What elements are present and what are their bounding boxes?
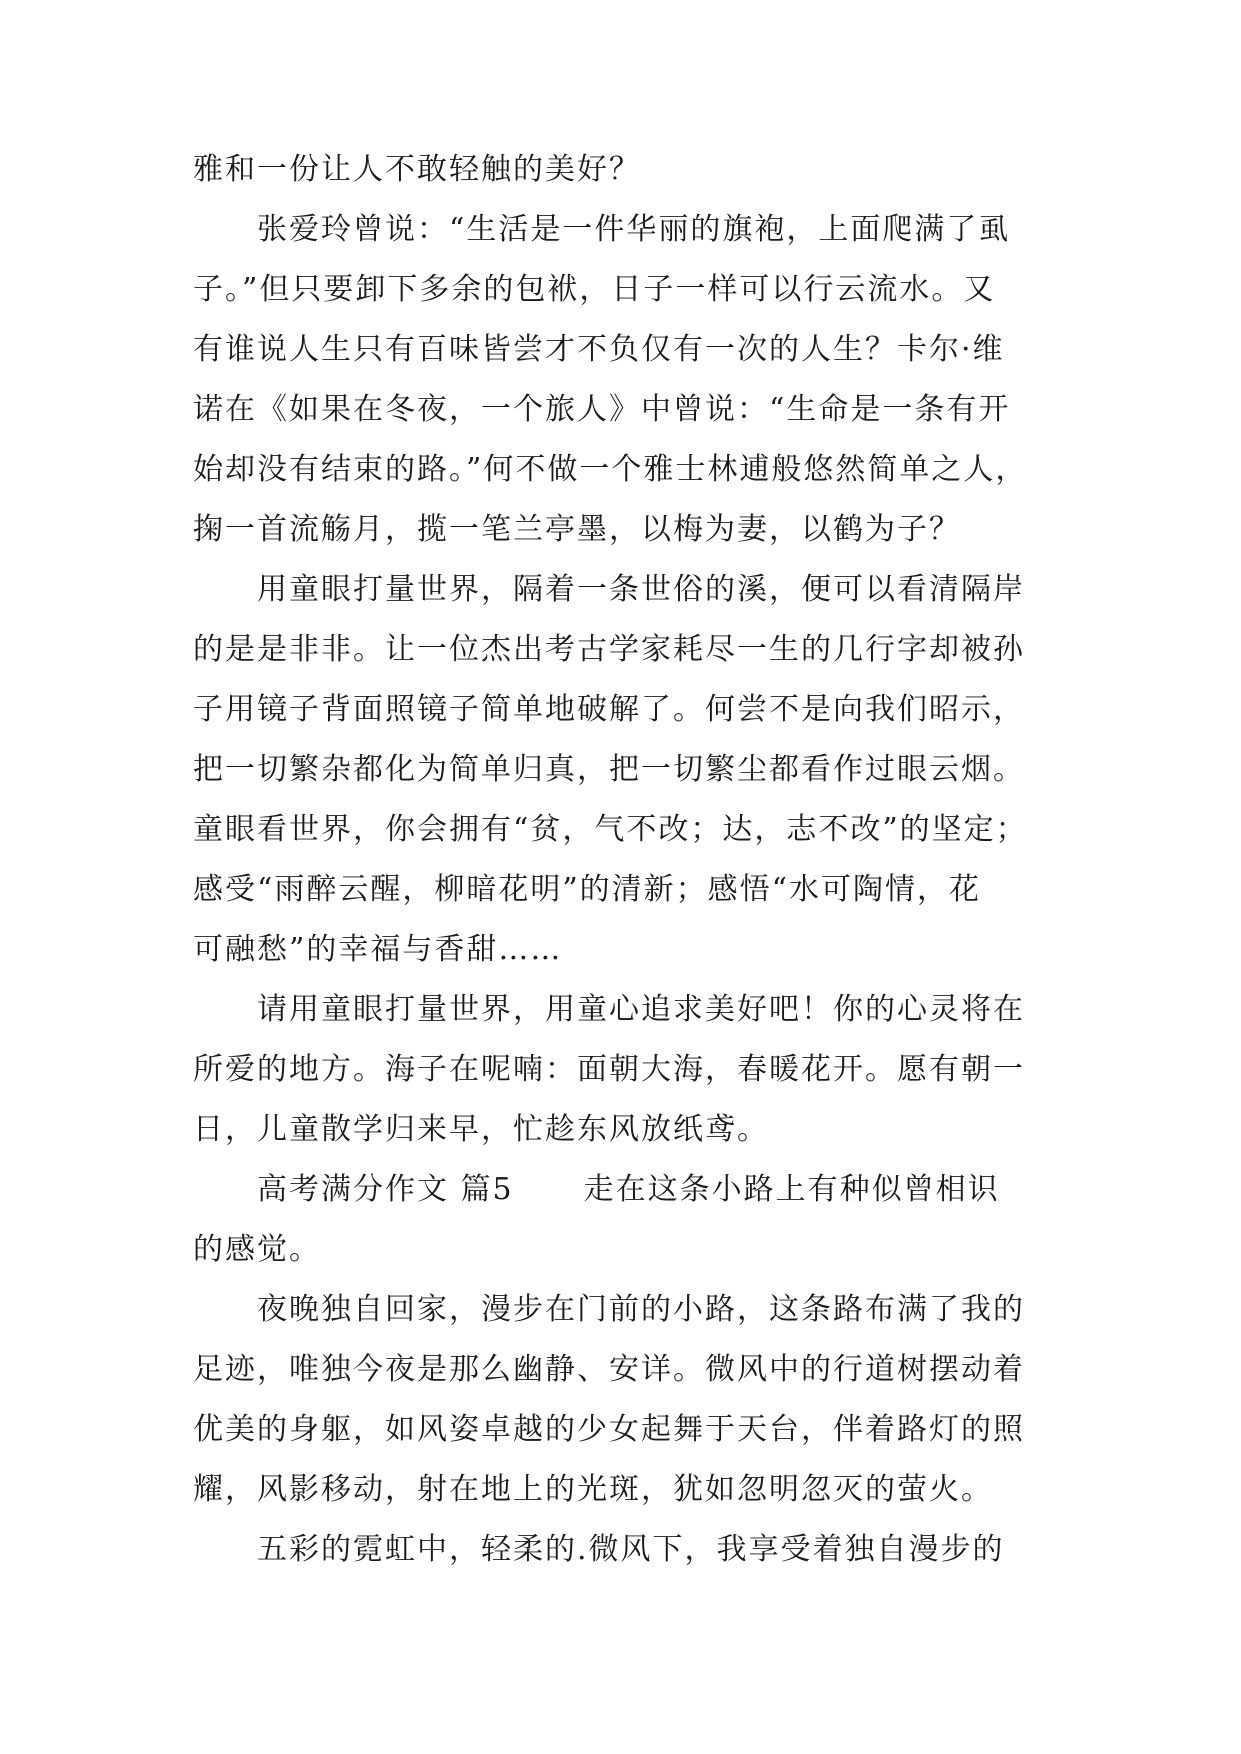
text-line: 始却没有结束的路。”何不做一个雅士林逋般悠然简单之人， <box>193 452 1028 487</box>
text-line: 耀，风影移动，射在地上的光斑，犹如忽明忽灭的萤火。 <box>193 1472 993 1507</box>
text-line: 的感觉。 <box>193 1232 321 1267</box>
paragraph-start: 张爱玲曾说：“生活是一件华丽的旗袍，上面爬满了虱 <box>257 212 1011 247</box>
essay-heading-line <box>257 1160 1000 1220</box>
text-line: 足迹，唯独今夜是那么幽静、安详。微风中的行道树摆动着 <box>193 1352 1025 1387</box>
text-line: 把一切繁杂都化为简单归真，把一切繁尘都看作过眼云烟。 <box>193 752 1025 787</box>
text-line: 雅和一份让人不敢轻触的美好？ <box>193 152 641 187</box>
text-line: 诺在《如果在冬夜，一个旅人》中曾说：“生命是一条有开 <box>193 392 1011 427</box>
paragraph-start: 请用童眼打量世界，用童心追求美好吧！你的心灵将在 <box>257 992 1025 1027</box>
paragraph-start: 用童眼打量世界，隔着一条世俗的溪，便可以看清隔岸 <box>257 572 1025 607</box>
text-line: 掬一首流觞月，揽一笔兰亭墨，以梅为妻，以鹤为子？ <box>193 512 961 547</box>
text-line: 所爱的地方。海子在呢喃：面朝大海，春暖花开。愿有朝一 <box>193 1052 1025 1087</box>
text-line: 优美的身躯，如风姿卓越的少女起舞于天台，伴着路灯的照 <box>193 1412 1025 1447</box>
text-line: 的是是非非。让一位杰出考古学家耗尽一生的几行字却被孙 <box>193 632 1025 667</box>
text-line: 童眼看世界，你会拥有“贫，气不改；达，志不改”的坚定； <box>193 812 1028 847</box>
text-line: 日，儿童散学归来早，忙趁东风放纸鸢。 <box>193 1112 769 1147</box>
essay-first-sentence: 走在这条小路上有种似曾相识 <box>583 1172 1000 1207</box>
paragraph-start: 夜晚独自回家，漫步在门前的小路，这条路布满了我的 <box>257 1292 1025 1327</box>
paragraph-start: 五彩的霓虹中，轻柔的.微风下，我享受着独自漫步的 <box>257 1532 1005 1567</box>
text-line: 可融愁”的幸福与香甜…… <box>193 932 563 967</box>
text-line: 子用镜子背面照镜子简单地破解了。何尝不是向我们昭示， <box>193 692 1025 727</box>
text-line: 子。”但只要卸下多余的包袱，日子一样可以行云流水。又 <box>193 272 996 307</box>
text-line: 感受“雨醉云醒，柳暗花明”的清新；感悟“水可陶情，花 <box>193 872 982 907</box>
text-line: 有谁说人生只有百味皆尝才不负仅有一次的人生？卡尔·维 <box>193 332 1005 367</box>
essay-heading: 高考满分作文 篇5 <box>257 1172 514 1207</box>
